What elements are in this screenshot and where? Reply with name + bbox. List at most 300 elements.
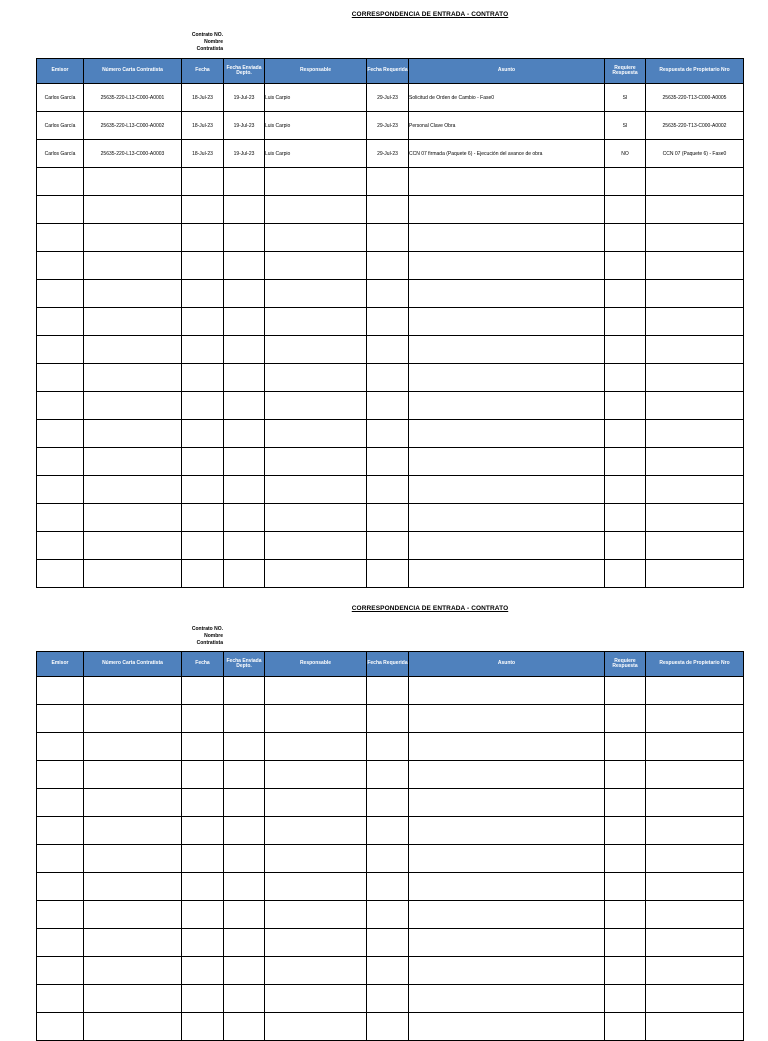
empty-cell-requiere-respuesta[interactable] <box>605 448 646 476</box>
empty-cell-numero-carta[interactable] <box>84 677 182 705</box>
empty-cell-asunto[interactable] <box>409 504 605 532</box>
empty-cell-fecha[interactable] <box>182 929 224 957</box>
empty-cell-responsable[interactable] <box>265 364 367 392</box>
empty-cell-fecha[interactable] <box>182 761 224 789</box>
empty-cell-fecha[interactable] <box>182 901 224 929</box>
empty-cell-respuesta-propietario[interactable] <box>646 196 744 224</box>
empty-cell-requiere-respuesta[interactable] <box>605 336 646 364</box>
empty-table-row[interactable] <box>37 252 744 280</box>
empty-cell-asunto[interactable] <box>409 789 605 817</box>
empty-table-row[interactable] <box>37 985 744 1013</box>
empty-cell-fecha-requerida[interactable] <box>367 873 409 901</box>
empty-cell-emisor[interactable] <box>37 733 84 761</box>
cell-emisor[interactable]: Carlos García <box>37 84 84 112</box>
empty-cell-requiere-respuesta[interactable] <box>605 476 646 504</box>
empty-cell-emisor[interactable] <box>37 817 84 845</box>
empty-cell-requiere-respuesta[interactable] <box>605 1013 646 1041</box>
empty-cell-respuesta-propietario[interactable] <box>646 789 744 817</box>
empty-cell-requiere-respuesta[interactable] <box>605 308 646 336</box>
empty-cell-emisor[interactable] <box>37 364 84 392</box>
empty-cell-asunto[interactable] <box>409 224 605 252</box>
table-row[interactable] <box>37 112 744 140</box>
empty-cell-numero-carta[interactable] <box>84 817 182 845</box>
empty-cell-requiere-respuesta[interactable] <box>605 845 646 873</box>
empty-cell-asunto[interactable] <box>409 252 605 280</box>
empty-cell-fecha-requerida[interactable] <box>367 677 409 705</box>
empty-cell-fecha-requerida[interactable] <box>367 929 409 957</box>
empty-table-row[interactable] <box>37 420 744 448</box>
cell-fecha[interactable]: 18-Jul-23 <box>182 140 224 168</box>
empty-table-row[interactable] <box>37 817 744 845</box>
empty-cell-fecha-enviada[interactable] <box>224 985 265 1013</box>
empty-cell-fecha-requerida[interactable] <box>367 308 409 336</box>
empty-cell-fecha-enviada[interactable] <box>224 308 265 336</box>
empty-cell-fecha[interactable] <box>182 448 224 476</box>
empty-cell-responsable[interactable] <box>265 196 367 224</box>
empty-cell-asunto[interactable] <box>409 448 605 476</box>
empty-cell-responsable[interactable] <box>265 873 367 901</box>
empty-cell-asunto[interactable] <box>409 957 605 985</box>
empty-cell-numero-carta[interactable] <box>84 476 182 504</box>
empty-table-row[interactable] <box>37 761 744 789</box>
empty-cell-fecha[interactable] <box>182 957 224 985</box>
empty-cell-fecha-enviada[interactable] <box>224 901 265 929</box>
empty-cell-emisor[interactable] <box>37 196 84 224</box>
empty-cell-asunto[interactable] <box>409 901 605 929</box>
cell-emisor[interactable]: Carlos García <box>37 140 84 168</box>
empty-cell-numero-carta[interactable] <box>84 901 182 929</box>
cell-asunto[interactable]: Personal Clave Obra <box>409 112 605 140</box>
empty-cell-numero-carta[interactable] <box>84 280 182 308</box>
empty-cell-emisor[interactable] <box>37 308 84 336</box>
cell-fecha-enviada[interactable]: 19-Jul-23 <box>224 112 265 140</box>
empty-table-row[interactable] <box>37 733 744 761</box>
empty-cell-emisor[interactable] <box>37 532 84 560</box>
empty-cell-fecha-requerida[interactable] <box>367 560 409 588</box>
empty-cell-fecha-requerida[interactable] <box>367 196 409 224</box>
empty-cell-fecha-enviada[interactable] <box>224 677 265 705</box>
empty-table-row[interactable] <box>37 873 744 901</box>
empty-cell-fecha[interactable] <box>182 504 224 532</box>
empty-cell-respuesta-propietario[interactable] <box>646 845 744 873</box>
empty-cell-fecha-requerida[interactable] <box>367 420 409 448</box>
empty-cell-requiere-respuesta[interactable] <box>605 901 646 929</box>
empty-cell-fecha-requerida[interactable] <box>367 733 409 761</box>
empty-cell-numero-carta[interactable] <box>84 532 182 560</box>
empty-cell-responsable[interactable] <box>265 224 367 252</box>
empty-cell-responsable[interactable] <box>265 420 367 448</box>
empty-cell-requiere-respuesta[interactable] <box>605 789 646 817</box>
empty-cell-responsable[interactable] <box>265 677 367 705</box>
empty-cell-requiere-respuesta[interactable] <box>605 420 646 448</box>
empty-cell-fecha-enviada[interactable] <box>224 957 265 985</box>
empty-cell-fecha-requerida[interactable] <box>367 364 409 392</box>
empty-table-row[interactable] <box>37 957 744 985</box>
empty-table-row[interactable] <box>37 224 744 252</box>
empty-cell-asunto[interactable] <box>409 817 605 845</box>
empty-cell-emisor[interactable] <box>37 392 84 420</box>
empty-cell-fecha[interactable] <box>182 985 224 1013</box>
empty-cell-requiere-respuesta[interactable] <box>605 168 646 196</box>
empty-cell-asunto[interactable] <box>409 476 605 504</box>
empty-cell-respuesta-propietario[interactable] <box>646 392 744 420</box>
empty-cell-fecha-enviada[interactable] <box>224 817 265 845</box>
empty-cell-asunto[interactable] <box>409 420 605 448</box>
empty-cell-respuesta-propietario[interactable] <box>646 761 744 789</box>
empty-cell-fecha-enviada[interactable] <box>224 504 265 532</box>
empty-cell-emisor[interactable] <box>37 336 84 364</box>
cell-fecha-enviada[interactable]: 19-Jul-23 <box>224 140 265 168</box>
empty-cell-responsable[interactable] <box>265 929 367 957</box>
empty-cell-fecha-enviada[interactable] <box>224 1013 265 1041</box>
empty-cell-numero-carta[interactable] <box>84 252 182 280</box>
empty-cell-fecha[interactable] <box>182 336 224 364</box>
empty-cell-responsable[interactable] <box>265 448 367 476</box>
empty-cell-numero-carta[interactable] <box>84 560 182 588</box>
empty-cell-fecha-requerida[interactable] <box>367 336 409 364</box>
empty-cell-fecha-requerida[interactable] <box>367 957 409 985</box>
empty-cell-responsable[interactable] <box>265 504 367 532</box>
empty-cell-respuesta-propietario[interactable] <box>646 280 744 308</box>
cell-asunto[interactable]: Solicitud de Orden de Cambio - Fase0 <box>409 84 605 112</box>
empty-cell-fecha[interactable] <box>182 817 224 845</box>
empty-cell-responsable[interactable] <box>265 252 367 280</box>
empty-cell-respuesta-propietario[interactable] <box>646 957 744 985</box>
empty-cell-fecha-enviada[interactable] <box>224 476 265 504</box>
empty-cell-fecha[interactable] <box>182 560 224 588</box>
empty-cell-asunto[interactable] <box>409 733 605 761</box>
empty-cell-respuesta-propietario[interactable] <box>646 364 744 392</box>
empty-cell-numero-carta[interactable] <box>84 196 182 224</box>
empty-cell-fecha-requerida[interactable] <box>367 476 409 504</box>
cell-responsable[interactable]: Luis Carpio <box>265 140 367 168</box>
empty-cell-responsable[interactable] <box>265 817 367 845</box>
cell-numero-carta[interactable]: 25635-220-L13-C000-A0002 <box>84 112 182 140</box>
empty-cell-asunto[interactable] <box>409 560 605 588</box>
empty-cell-fecha-enviada[interactable] <box>224 761 265 789</box>
empty-cell-responsable[interactable] <box>265 789 367 817</box>
empty-cell-fecha-requerida[interactable] <box>367 532 409 560</box>
empty-cell-fecha-requerida[interactable] <box>367 252 409 280</box>
empty-cell-responsable[interactable] <box>265 532 367 560</box>
empty-cell-requiere-respuesta[interactable] <box>605 929 646 957</box>
empty-cell-fecha-enviada[interactable] <box>224 392 265 420</box>
cell-responsable[interactable]: Luis Carpio <box>265 84 367 112</box>
empty-cell-fecha[interactable] <box>182 873 224 901</box>
empty-cell-asunto[interactable] <box>409 873 605 901</box>
empty-cell-responsable[interactable] <box>265 957 367 985</box>
empty-cell-fecha[interactable] <box>182 168 224 196</box>
empty-cell-fecha[interactable] <box>182 252 224 280</box>
empty-cell-requiere-respuesta[interactable] <box>605 504 646 532</box>
empty-cell-fecha-requerida[interactable] <box>367 789 409 817</box>
empty-cell-emisor[interactable] <box>37 252 84 280</box>
empty-cell-numero-carta[interactable] <box>84 957 182 985</box>
empty-cell-responsable[interactable] <box>265 901 367 929</box>
empty-cell-asunto[interactable] <box>409 532 605 560</box>
empty-cell-respuesta-propietario[interactable] <box>646 929 744 957</box>
empty-table-row[interactable] <box>37 1013 744 1041</box>
empty-cell-respuesta-propietario[interactable] <box>646 476 744 504</box>
empty-cell-responsable[interactable] <box>265 733 367 761</box>
empty-cell-asunto[interactable] <box>409 1013 605 1041</box>
empty-cell-respuesta-propietario[interactable] <box>646 448 744 476</box>
empty-cell-requiere-respuesta[interactable] <box>605 677 646 705</box>
empty-cell-responsable[interactable] <box>265 985 367 1013</box>
empty-table-row[interactable] <box>37 364 744 392</box>
empty-cell-fecha-requerida[interactable] <box>367 985 409 1013</box>
empty-cell-respuesta-propietario[interactable] <box>646 504 744 532</box>
empty-cell-requiere-respuesta[interactable] <box>605 560 646 588</box>
cell-respuesta-propietario[interactable]: 25635-220-T13-C000-A0002 <box>646 112 744 140</box>
empty-table-row[interactable] <box>37 901 744 929</box>
empty-cell-respuesta-propietario[interactable] <box>646 733 744 761</box>
empty-cell-fecha-enviada[interactable] <box>224 364 265 392</box>
empty-cell-numero-carta[interactable] <box>84 336 182 364</box>
empty-cell-requiere-respuesta[interactable] <box>605 196 646 224</box>
empty-table-row[interactable] <box>37 789 744 817</box>
empty-table-row[interactable] <box>37 504 744 532</box>
empty-cell-responsable[interactable] <box>265 761 367 789</box>
empty-cell-fecha-enviada[interactable] <box>224 560 265 588</box>
empty-cell-emisor[interactable] <box>37 560 84 588</box>
cell-respuesta-propietario[interactable]: CCN 07 (Paquete 6) - Fase0 <box>646 140 744 168</box>
empty-cell-fecha[interactable] <box>182 845 224 873</box>
empty-cell-numero-carta[interactable] <box>84 364 182 392</box>
empty-cell-fecha[interactable] <box>182 705 224 733</box>
empty-cell-asunto[interactable] <box>409 196 605 224</box>
table-row[interactable] <box>37 140 744 168</box>
empty-cell-fecha-requerida[interactable] <box>367 224 409 252</box>
empty-table-row[interactable] <box>37 532 744 560</box>
empty-table-row[interactable] <box>37 336 744 364</box>
empty-cell-respuesta-propietario[interactable] <box>646 901 744 929</box>
empty-cell-emisor[interactable] <box>37 420 84 448</box>
empty-cell-numero-carta[interactable] <box>84 929 182 957</box>
empty-cell-asunto[interactable] <box>409 280 605 308</box>
empty-cell-fecha-enviada[interactable] <box>224 532 265 560</box>
empty-cell-numero-carta[interactable] <box>84 420 182 448</box>
empty-table-row[interactable] <box>37 308 744 336</box>
empty-cell-respuesta-propietario[interactable] <box>646 817 744 845</box>
cell-fecha[interactable]: 18-Jul-23 <box>182 112 224 140</box>
empty-cell-responsable[interactable] <box>265 280 367 308</box>
empty-cell-emisor[interactable] <box>37 168 84 196</box>
empty-table-row[interactable] <box>37 280 744 308</box>
empty-cell-fecha-requerida[interactable] <box>367 845 409 873</box>
empty-cell-responsable[interactable] <box>265 1013 367 1041</box>
empty-cell-asunto[interactable] <box>409 929 605 957</box>
empty-cell-fecha-requerida[interactable] <box>367 448 409 476</box>
empty-cell-responsable[interactable] <box>265 845 367 873</box>
empty-cell-requiere-respuesta[interactable] <box>605 705 646 733</box>
empty-cell-numero-carta[interactable] <box>84 761 182 789</box>
empty-table-row[interactable] <box>37 929 744 957</box>
empty-cell-asunto[interactable] <box>409 308 605 336</box>
empty-cell-asunto[interactable] <box>409 705 605 733</box>
empty-cell-respuesta-propietario[interactable] <box>646 677 744 705</box>
empty-cell-fecha[interactable] <box>182 392 224 420</box>
empty-table-row[interactable] <box>37 845 744 873</box>
empty-cell-respuesta-propietario[interactable] <box>646 420 744 448</box>
empty-table-row[interactable] <box>37 196 744 224</box>
empty-cell-numero-carta[interactable] <box>84 845 182 873</box>
table-row[interactable] <box>37 84 744 112</box>
empty-cell-fecha[interactable] <box>182 1013 224 1041</box>
empty-cell-requiere-respuesta[interactable] <box>605 733 646 761</box>
empty-cell-responsable[interactable] <box>265 560 367 588</box>
empty-cell-numero-carta[interactable] <box>84 224 182 252</box>
empty-cell-numero-carta[interactable] <box>84 789 182 817</box>
empty-cell-asunto[interactable] <box>409 364 605 392</box>
empty-cell-fecha-enviada[interactable] <box>224 448 265 476</box>
empty-cell-asunto[interactable] <box>409 392 605 420</box>
empty-table-row[interactable] <box>37 705 744 733</box>
empty-cell-respuesta-propietario[interactable] <box>646 1013 744 1041</box>
empty-cell-responsable[interactable] <box>265 336 367 364</box>
empty-cell-respuesta-propietario[interactable] <box>646 705 744 733</box>
empty-cell-asunto[interactable] <box>409 168 605 196</box>
empty-cell-requiere-respuesta[interactable] <box>605 761 646 789</box>
cell-fecha-requerida[interactable]: 29-Jul-23 <box>367 112 409 140</box>
empty-cell-fecha-requerida[interactable] <box>367 705 409 733</box>
empty-cell-requiere-respuesta[interactable] <box>605 985 646 1013</box>
empty-cell-requiere-respuesta[interactable] <box>605 817 646 845</box>
empty-cell-fecha-requerida[interactable] <box>367 504 409 532</box>
empty-cell-fecha[interactable] <box>182 224 224 252</box>
empty-cell-fecha[interactable] <box>182 364 224 392</box>
empty-cell-requiere-respuesta[interactable] <box>605 364 646 392</box>
empty-cell-emisor[interactable] <box>37 845 84 873</box>
empty-cell-respuesta-propietario[interactable] <box>646 308 744 336</box>
cell-fecha-requerida[interactable]: 29-Jul-23 <box>367 140 409 168</box>
empty-cell-numero-carta[interactable] <box>84 504 182 532</box>
empty-cell-emisor[interactable] <box>37 504 84 532</box>
empty-table-row[interactable] <box>37 392 744 420</box>
empty-cell-emisor[interactable] <box>37 705 84 733</box>
empty-cell-requiere-respuesta[interactable] <box>605 224 646 252</box>
empty-cell-emisor[interactable] <box>37 929 84 957</box>
empty-cell-emisor[interactable] <box>37 677 84 705</box>
empty-cell-asunto[interactable] <box>409 677 605 705</box>
empty-cell-responsable[interactable] <box>265 308 367 336</box>
empty-cell-fecha[interactable] <box>182 532 224 560</box>
empty-cell-requiere-respuesta[interactable] <box>605 873 646 901</box>
cell-requiere-respuesta[interactable]: NO <box>605 140 646 168</box>
cell-responsable[interactable]: Luis Carpio <box>265 112 367 140</box>
cell-fecha-enviada[interactable]: 19-Jul-23 <box>224 84 265 112</box>
empty-cell-respuesta-propietario[interactable] <box>646 252 744 280</box>
empty-table-row[interactable] <box>37 677 744 705</box>
empty-cell-responsable[interactable] <box>265 705 367 733</box>
empty-cell-respuesta-propietario[interactable] <box>646 168 744 196</box>
empty-cell-emisor[interactable] <box>37 476 84 504</box>
empty-cell-fecha-enviada[interactable] <box>224 196 265 224</box>
empty-cell-fecha[interactable] <box>182 196 224 224</box>
cell-requiere-respuesta[interactable]: SI <box>605 84 646 112</box>
empty-table-row[interactable] <box>37 168 744 196</box>
empty-cell-fecha-enviada[interactable] <box>224 845 265 873</box>
empty-cell-fecha-enviada[interactable] <box>224 789 265 817</box>
empty-cell-fecha-requerida[interactable] <box>367 168 409 196</box>
empty-cell-emisor[interactable] <box>37 448 84 476</box>
empty-cell-fecha[interactable] <box>182 308 224 336</box>
cell-fecha-requerida[interactable]: 29-Jul-23 <box>367 84 409 112</box>
empty-cell-fecha-enviada[interactable] <box>224 280 265 308</box>
empty-table-row[interactable] <box>37 560 744 588</box>
empty-cell-fecha-enviada[interactable] <box>224 168 265 196</box>
empty-cell-fecha-enviada[interactable] <box>224 929 265 957</box>
empty-table-row[interactable] <box>37 476 744 504</box>
empty-cell-requiere-respuesta[interactable] <box>605 252 646 280</box>
empty-cell-respuesta-propietario[interactable] <box>646 532 744 560</box>
empty-cell-emisor[interactable] <box>37 1013 84 1041</box>
empty-cell-numero-carta[interactable] <box>84 1013 182 1041</box>
empty-cell-fecha-enviada[interactable] <box>224 873 265 901</box>
empty-cell-numero-carta[interactable] <box>84 308 182 336</box>
empty-cell-requiere-respuesta[interactable] <box>605 280 646 308</box>
cell-asunto[interactable]: CCN 07 firmada (Paquete 6) - Ejecución del avance de obra <box>409 140 605 168</box>
empty-cell-responsable[interactable] <box>265 476 367 504</box>
empty-cell-asunto[interactable] <box>409 761 605 789</box>
cell-requiere-respuesta[interactable]: SI <box>605 112 646 140</box>
empty-cell-fecha-enviada[interactable] <box>224 252 265 280</box>
empty-cell-fecha[interactable] <box>182 476 224 504</box>
empty-cell-requiere-respuesta[interactable] <box>605 392 646 420</box>
empty-cell-emisor[interactable] <box>37 873 84 901</box>
empty-cell-respuesta-propietario[interactable] <box>646 985 744 1013</box>
empty-cell-responsable[interactable] <box>265 168 367 196</box>
empty-cell-fecha-requerida[interactable] <box>367 901 409 929</box>
empty-cell-asunto[interactable] <box>409 336 605 364</box>
empty-cell-fecha-enviada[interactable] <box>224 705 265 733</box>
cell-numero-carta[interactable]: 25635-220-L13-C000-A0001 <box>84 84 182 112</box>
empty-cell-respuesta-propietario[interactable] <box>646 224 744 252</box>
empty-cell-emisor[interactable] <box>37 761 84 789</box>
empty-cell-asunto[interactable] <box>409 845 605 873</box>
empty-cell-fecha[interactable] <box>182 677 224 705</box>
empty-cell-numero-carta[interactable] <box>84 448 182 476</box>
empty-cell-asunto[interactable] <box>409 985 605 1013</box>
empty-cell-requiere-respuesta[interactable] <box>605 532 646 560</box>
cell-fecha[interactable]: 18-Jul-23 <box>182 84 224 112</box>
empty-cell-numero-carta[interactable] <box>84 873 182 901</box>
empty-cell-fecha-enviada[interactable] <box>224 420 265 448</box>
cell-emisor[interactable]: Carlos García <box>37 112 84 140</box>
empty-cell-fecha[interactable] <box>182 733 224 761</box>
empty-cell-numero-carta[interactable] <box>84 985 182 1013</box>
empty-cell-respuesta-propietario[interactable] <box>646 873 744 901</box>
empty-cell-emisor[interactable] <box>37 280 84 308</box>
empty-cell-fecha-requerida[interactable] <box>367 392 409 420</box>
empty-cell-emisor[interactable] <box>37 901 84 929</box>
empty-cell-fecha-requerida[interactable] <box>367 280 409 308</box>
empty-cell-numero-carta[interactable] <box>84 168 182 196</box>
empty-cell-respuesta-propietario[interactable] <box>646 560 744 588</box>
empty-cell-fecha-requerida[interactable] <box>367 761 409 789</box>
empty-cell-numero-carta[interactable] <box>84 392 182 420</box>
empty-cell-fecha[interactable] <box>182 789 224 817</box>
empty-cell-emisor[interactable] <box>37 985 84 1013</box>
empty-cell-emisor[interactable] <box>37 957 84 985</box>
empty-cell-fecha[interactable] <box>182 420 224 448</box>
empty-cell-fecha-enviada[interactable] <box>224 224 265 252</box>
empty-cell-fecha-requerida[interactable] <box>367 1013 409 1041</box>
empty-cell-responsable[interactable] <box>265 392 367 420</box>
empty-cell-fecha[interactable] <box>182 280 224 308</box>
empty-cell-fecha-enviada[interactable] <box>224 336 265 364</box>
empty-cell-requiere-respuesta[interactable] <box>605 957 646 985</box>
